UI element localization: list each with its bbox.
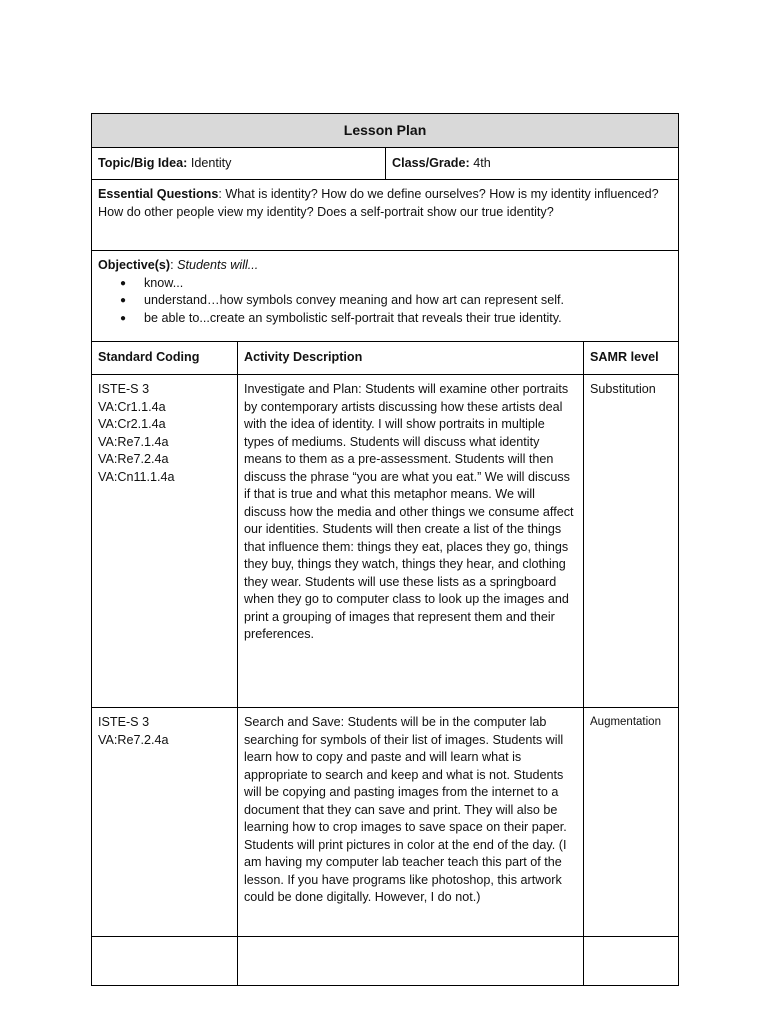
table-row	[92, 708, 679, 937]
empty-cell	[584, 937, 679, 986]
standard-codes-cell	[92, 708, 238, 937]
standard-code: VA:Cn11.1.4a	[98, 469, 175, 484]
header-activity-description: Activity Description	[238, 342, 584, 375]
class-grade-label: Class/Grade:	[392, 155, 470, 170]
standard-codes-cell	[92, 375, 238, 708]
bullet-icon: ●	[120, 312, 127, 324]
empty-cell	[238, 937, 584, 986]
empty-cell	[92, 937, 238, 986]
bullet-icon: ●	[120, 277, 127, 289]
table-row	[92, 375, 679, 708]
header-standard-coding: Standard Coding	[92, 342, 238, 375]
objectives-label: Objective(s)	[98, 258, 171, 272]
lesson-plan-document	[91, 113, 678, 986]
samr-level-cell: Substitution	[584, 375, 679, 708]
header-samr-level: SAMR level	[584, 342, 679, 375]
objective-item: ● understand…how symbols convey meaning and how art can represent self.	[144, 292, 672, 310]
standard-code: ISTE-S 3	[98, 715, 150, 729]
samr-level-cell: Augmentation	[584, 708, 679, 937]
essential-questions-cell	[92, 180, 679, 251]
essential-questions-label: Essential Questions	[98, 187, 219, 201]
standard-code: VA:Cr2.1.4a	[98, 417, 166, 431]
objective-item: ● know...	[144, 275, 672, 293]
activity-description-cell: Investigate and Plan: Students will examine other portraits by contemporary artists discussing how these artists deal with the idea of identity. I will show portraits in multiple types of mediums. Students will discuss what identity means to them as a pre-assessment. Students will then discuss the phrase “you are what you eat.” We will discuss if that is true and what this metaphor means. We will discuss how the media and other things we consume affect our identities. Students will then create a list of the things that influence them: things they eat, places they go, things they buy, things they watch, things they hear, and clothing they wear. Students will use these lists as a springboard when they go to computer class to look up the images and print a grouping of images that represent them and their preferences.	[238, 375, 584, 708]
objective-item: ● be able to...create an symbolistic self-portrait that reveals their true identity.	[144, 310, 672, 328]
topic-label: Topic/Big Idea:	[98, 155, 188, 170]
essential-questions-text: : What is identity? How do we define ourselves? How is my identity influenced? How do other people view my identity? Does a self-portrait show our true identity?	[98, 187, 659, 219]
class-grade-value: 4th	[473, 155, 491, 170]
objectives-list	[98, 275, 672, 328]
objectives-cell: Objective(s): Students will... ● know... ● understand…how symbols convey meaning and how art can represent self. ● be able to...create an symbolistic self-portrait that reveals their true identity.	[92, 251, 679, 342]
lesson-plan-table	[91, 113, 679, 986]
topic-cell	[92, 148, 386, 180]
standard-code: VA:Cr1.1.4a	[98, 399, 166, 414]
standard-code: ISTE-S 3	[98, 382, 150, 396]
activity-description-cell: Search and Save: Students will be in the computer lab searching for symbols of their list of images. Students will learn how to copy and paste and will learn what is appropriate to search and keep and what is not. Students will be copying and pasting images from the internet to a document that they can save and print. They will also be learning how to crop images to save space on their paper. Students will print pictures in color at the end of the day. (I am having my computer lab teacher teach this part of the lesson. If you have programs like photoshop, this artwork could be done digitally. However, I do not.)	[238, 708, 584, 937]
topic-value: Identity	[190, 155, 232, 170]
objectives-intro: Students will...	[177, 258, 259, 272]
page-title: Lesson Plan	[92, 114, 679, 148]
standard-code: VA:Re7.2.4a	[98, 732, 169, 747]
standard-code: VA:Re7.1.4a	[98, 434, 169, 449]
class-grade-cell	[386, 148, 679, 180]
bullet-icon: ●	[120, 295, 127, 306]
table-row-empty	[92, 937, 679, 986]
standard-code: VA:Re7.2.4a	[98, 452, 169, 466]
